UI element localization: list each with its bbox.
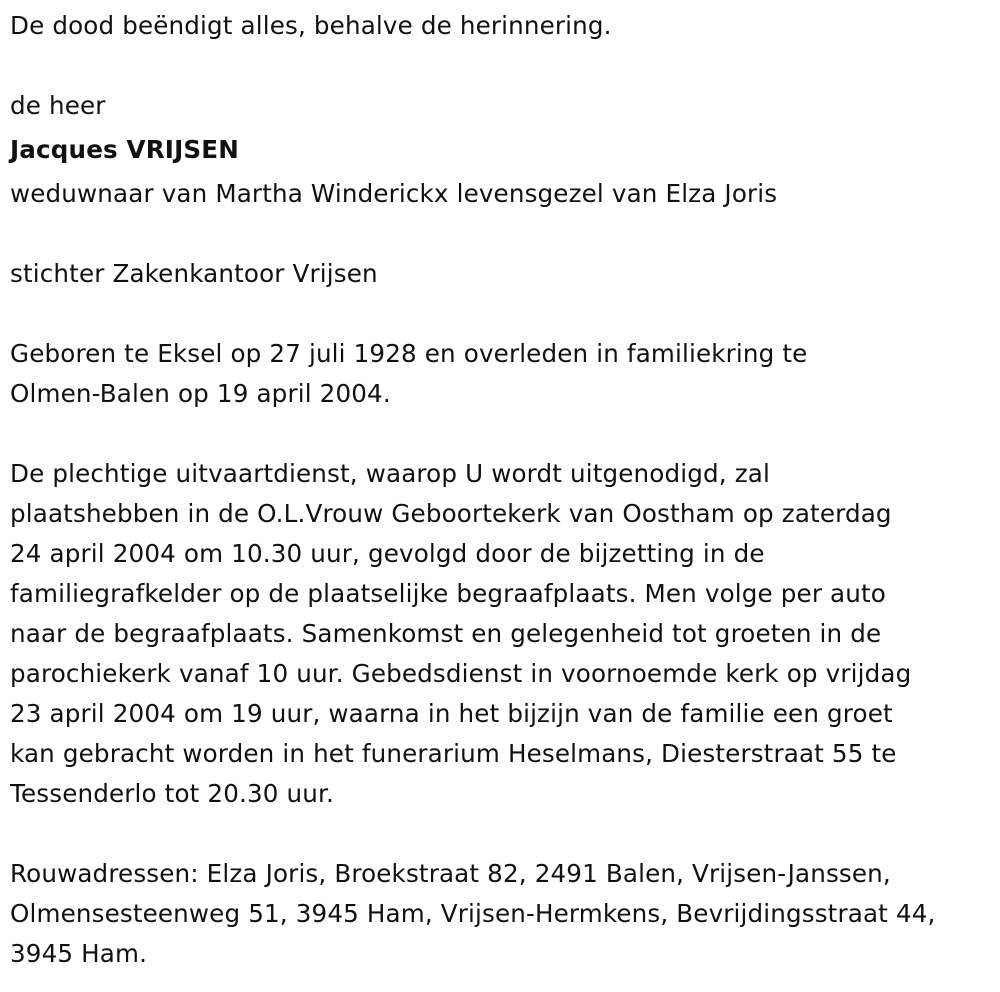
founder-line: stichter Zakenkantoor Vrijsen xyxy=(10,259,378,288)
paragraph-line: Olmen-Balen op 19 april 2004. xyxy=(10,379,391,408)
spacer xyxy=(10,414,995,454)
obituary-notice xyxy=(10,6,995,974)
paragraph-line: Tessenderlo tot 20.30 uur. xyxy=(10,779,334,808)
paragraph-line: 23 april 2004 om 19 uur, waarna in het bijzijn van de familie een groet xyxy=(10,699,893,728)
spacer xyxy=(10,294,995,334)
deceased-name: Jacques VRIJSEN xyxy=(10,135,239,164)
opening-quote: De dood beëndigt alles, behalve de herinnering. xyxy=(10,11,612,40)
funeral-service-paragraph xyxy=(10,454,995,814)
paragraph-line: familiegrafkelder op de plaatselijke begraafplaats. Men volge per auto xyxy=(10,579,886,608)
paragraph-line: parochiekerk vanaf 10 uur. Gebedsdienst in voornoemde kerk op vrijdag xyxy=(10,659,912,688)
title-prefix: de heer xyxy=(10,91,106,120)
paragraph-line: 24 april 2004 om 10.30 uur, gevolgd door de bijzetting in de xyxy=(10,539,765,568)
paragraph-line: Geboren te Eksel op 27 juli 1928 en overleden in familiekring te xyxy=(10,339,808,368)
relations-line: weduwnaar van Martha Winderickx levensgezel van Elza Joris xyxy=(10,179,778,208)
paragraph-line: De plechtige uitvaartdienst, waarop U wordt uitgenodigd, zal xyxy=(10,459,770,488)
paragraph-line: Olmensesteenweg 51, 3945 Ham, Vrijsen-Hermkens, Bevrijdingsstraat 44, xyxy=(10,899,936,928)
birth-death-paragraph xyxy=(10,334,995,414)
spacer xyxy=(10,214,995,254)
paragraph-line: plaatshebben in de O.L.Vrouw Geboortekerk van Oostham op zaterdag xyxy=(10,499,892,528)
spacer xyxy=(10,814,995,854)
spacer xyxy=(10,46,995,86)
paragraph-line: kan gebracht worden in het funerarium Heselmans, Diesterstraat 55 te xyxy=(10,739,897,768)
mourning-addresses-paragraph xyxy=(10,854,995,974)
paragraph-line: 3945 Ham. xyxy=(10,939,148,968)
paragraph-line: Rouwadressen: Elza Joris, Broekstraat 82, 2491 Balen, Vrijsen-Janssen, xyxy=(10,859,891,888)
paragraph-line: naar de begraafplaats. Samenkomst en gelegenheid tot groeten in de xyxy=(10,619,882,648)
